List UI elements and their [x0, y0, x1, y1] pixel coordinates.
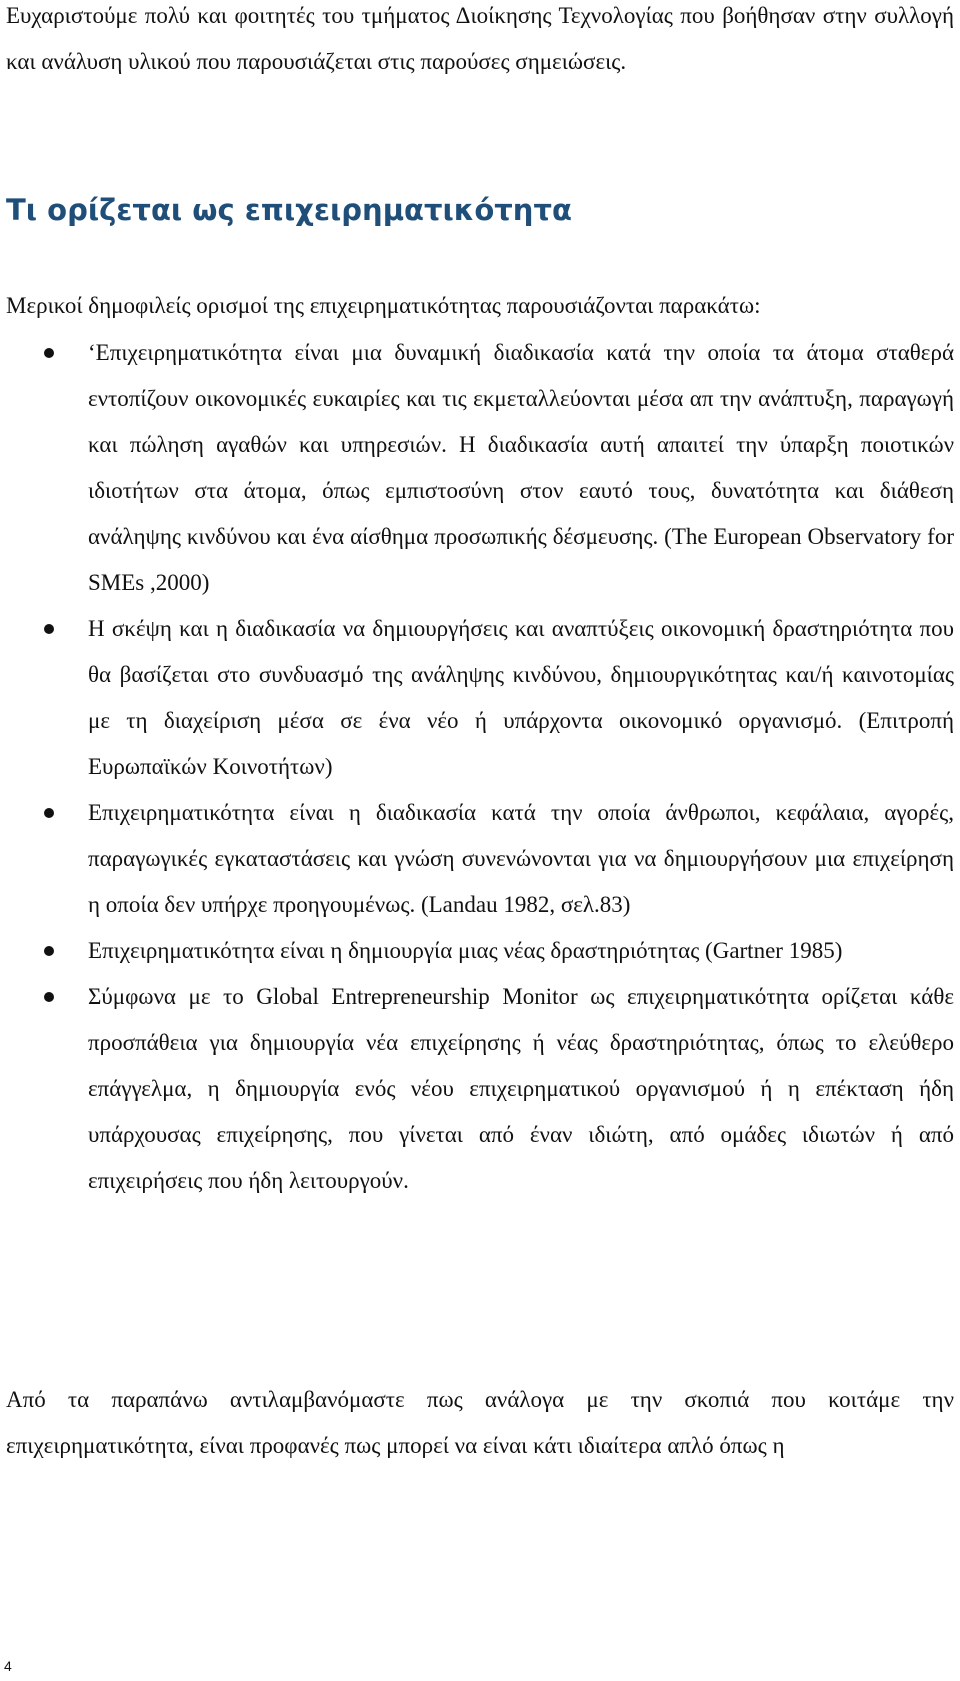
bullet-icon	[44, 808, 54, 818]
section-heading: Τι ορίζεται ως επιχειρηματικότητα	[6, 193, 572, 227]
bullet-icon	[44, 992, 54, 1002]
definition-text: Επιχειρηματικότητα είναι η δημιουργία μιας νέας δραστηριότητας (Gartner 1985)	[88, 938, 843, 963]
definitions-list	[0, 330, 960, 1204]
list-item	[0, 790, 960, 928]
definition-text: Σύμφωνα με το Global Entrepreneurship Monitor ως επιχειρηματικότητα ορίζεται κάθε προσπάθεια για δημιουργία νέα επιχείρησης ή νέας δραστηριότητας, όπως το ελεύθερο επάγγελμα, η δημιουργία ενός νέου επιχειρηματικού οργανισμού ή η επέκταση ήδη υπάρχουσας επιχείρησης, που γίνεται από έναν ιδιώτη, από ομάδες ιδιωτών ή από επιχειρήσεις που ήδη λειτουργούν.	[88, 984, 954, 1193]
list-item	[0, 606, 960, 790]
page-number: 4	[4, 1658, 12, 1674]
definitions-lead-paragraph: Μερικοί δημοφιλείς ορισμοί της επιχειρηματικότητας παρουσιάζονται παρακάτω:	[6, 293, 761, 318]
bullet-icon	[44, 348, 54, 358]
bullet-icon	[44, 946, 54, 956]
list-item	[0, 974, 960, 1204]
list-item	[0, 928, 960, 974]
definition-text: Η σκέψη και η διαδικασία να δημιουργήσεις και αναπτύξεις οικονομική δραστηριότητα που θα βασίζεται στο συνδυασμό της ανάληψης κινδύνου, δημιουργικότητας και/ή καινοτομίας με τη διαχείριση μέσα σε ένα νέο ή υπάρχοντα οικονομικό οργανισμό. (Επιτροπή Ευρωπαϊκών Κοινοτήτων)	[88, 616, 954, 779]
acknowledgement-paragraph: Ευχαριστούμε πολύ και φοιτητές του τμήματος Διοίκησης Τεχνολογίας που βοήθησαν στην συλλογή και ανάλυση υλικού που παρουσιάζεται στις παρούσες σημειώσεις.	[6, 3, 954, 74]
definition-text: Επιχειρηματικότητα είναι η διαδικασία κατά την οποία άνθρωποι, κεφάλαια, αγορές, παραγωγικές εγκαταστάσεις και γνώση συνενώνονται για να δημιουργήσουν μια επιχείρηση η οποία δεν υπήρχε προηγουμένως. (Landau 1982, σελ.83)	[88, 800, 954, 917]
definition-text: ‘Επιχειρηματικότητα είναι μια δυναμική διαδικασία κατά την οποία τα άτομα σταθερά εντοπίζουν οικονομικές ευκαιρίες και τις εκμεταλλεύονται μέσα απ την ανάπτυξη, παραγωγή και πώληση αγαθών και υπηρεσιών. Η διαδικασία αυτή απαιτεί την ύπαρξη ποιοτικών ιδιοτήτων στα άτομα, όπως εμπιστοσύνη στον εαυτό τους, δυνατότητα και διάθεση ανάληψης κινδύνου και ένα αίσθημα προσωπικής δέσμευσης. (The European Observatory for SMEs ,2000)	[88, 340, 954, 595]
bullet-icon	[44, 624, 54, 634]
list-item	[0, 330, 960, 606]
conclusion-paragraph: Από τα παραπάνω αντιλαμβανόμαστε πως ανάλογα με την σκοπιά που κοιτάμε την επιχειρηματικότητα, είναι προφανές πως μπορεί να είναι κάτι ιδιαίτερα απλό όπως η	[6, 1387, 954, 1458]
